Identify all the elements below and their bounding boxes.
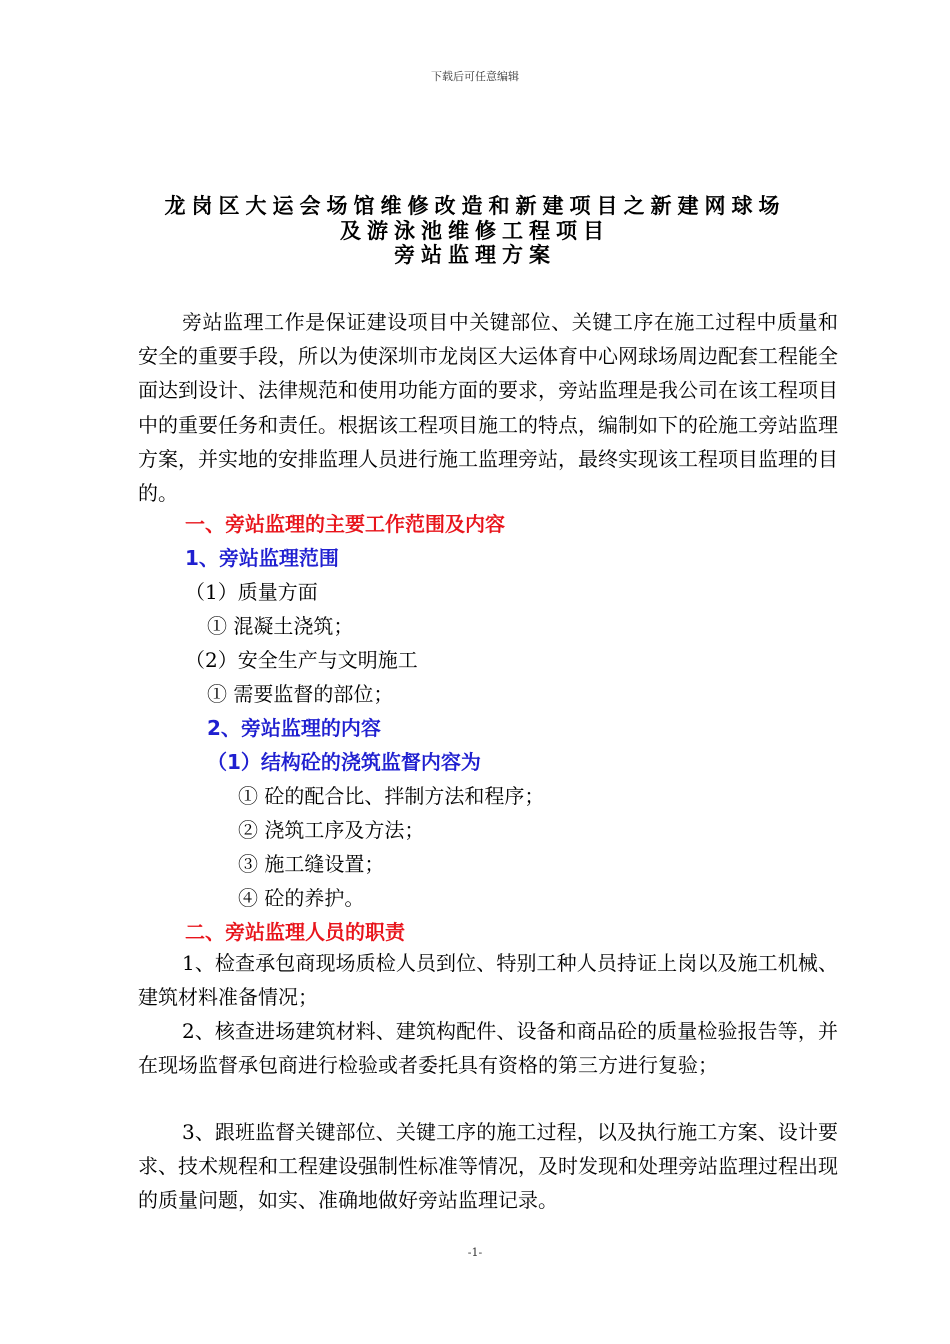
title-line-3: 旁站监理方案 (394, 243, 556, 267)
duty-paragraph-1: 1、检查承包商现场质检人员到位、特别工种人员持证上岗以及施工机械、建筑材料准备情况； (138, 951, 838, 1010)
section-1-heading: 一、旁站监理的主要工作范围及内容 (185, 512, 505, 536)
list-item: ① 砼的配合比、拌制方法和程序； (238, 784, 545, 808)
duty-paragraph-2: 2、核查进场建筑材料、建筑构配件、设备和商品砼的质量检验报告等，并在现场监督承包商进行检验或者委托具有资格的第三方进行复验； (138, 1019, 838, 1078)
subsection-2-heading: 2、旁站监理的内容 (207, 716, 381, 740)
intro-paragraph: 旁站监理工作是保证建设项目中关键部位、关键工序在施工过程中质量和安全的重要手段，所以为使深圳市龙岗区大运体育中心网球场周边配套工程能全面达到设计、法律规范和使用功能方面的要求，旁站监理是我公司在该工程项目中的重要任务和责任。根据该工程项目施工的特点，编制如下的砼施工旁站监理方案，并实地的安排监理人员进行施工监理旁站，最终实现该工程项目监理的目的。 (138, 310, 838, 506)
duty-paragraph-3: 3、跟班监督关键部位、关键工序的施工过程，以及执行施工方案、设计要求、技术规程和工程建设强制性标准等情况，及时发现和处理旁站监理过程出现的质量问题，如实、准确地做好旁站监理记录。 (138, 1120, 838, 1213)
list-item: ③ 施工缝设置； (238, 852, 385, 876)
section-2-heading: 二、旁站监理人员的职责 (185, 920, 405, 944)
subsection-2-item-heading: （1）结构砼的浇筑监督内容为 (207, 750, 481, 774)
list-item: ① 混凝土浇筑； (207, 614, 354, 638)
page-number: -1- (467, 1246, 483, 1259)
list-item: （1）质量方面 (185, 580, 318, 604)
title-line-1: 龙岗区大运会场馆维修改造和新建项目之新建网球场 (164, 194, 786, 218)
list-item: ④ 砼的养护。 (238, 886, 365, 910)
title-line-2: 及游泳池维修工程项目 (340, 219, 610, 243)
page-header: 下载后可任意编辑 (431, 70, 519, 83)
list-item: （2）安全生产与文明施工 (185, 648, 418, 672)
list-item: ② 浇筑工序及方法； (238, 818, 425, 842)
list-item: ① 需要监督的部位； (207, 682, 394, 706)
subsection-1-heading: 1、旁站监理范围 (185, 546, 339, 570)
